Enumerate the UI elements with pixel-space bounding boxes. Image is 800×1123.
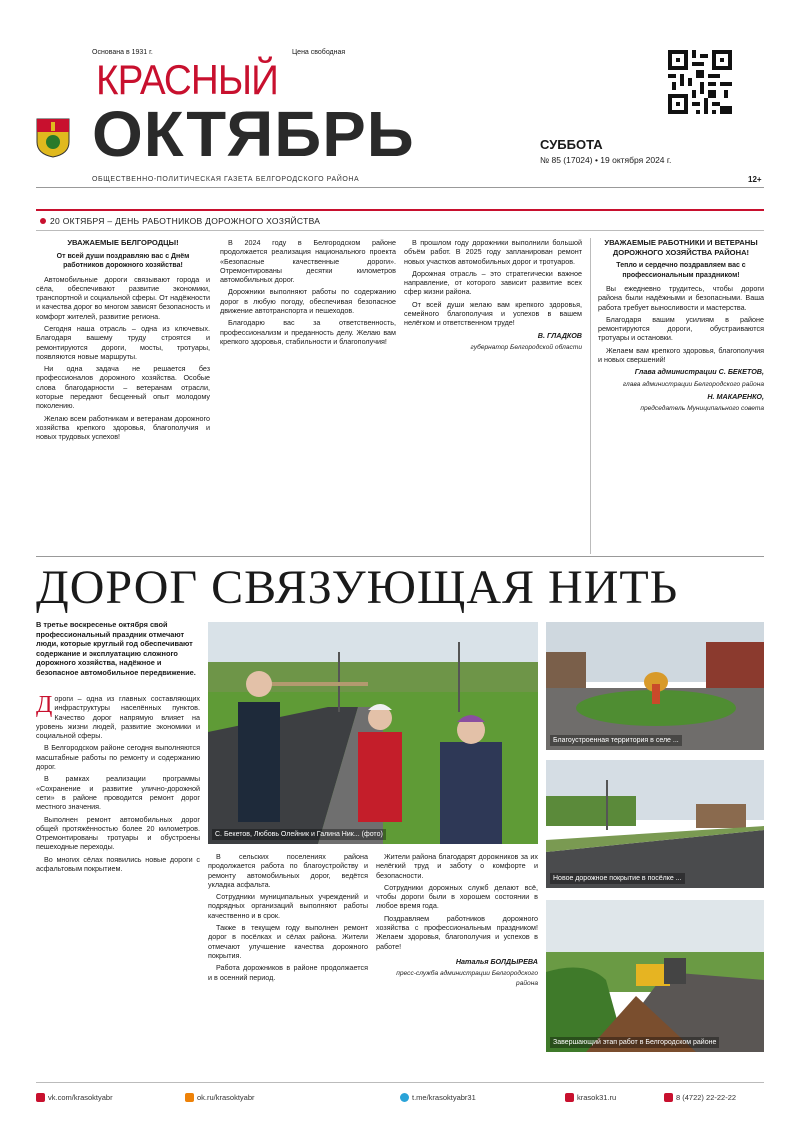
footer-vk-link[interactable]: [36, 1093, 113, 1102]
greeting-right-paragraph: Желаем вам крепкого здоровья, благополучия и новых свершений!: [598, 345, 764, 365]
article-paragraph: Во многих сёлах появились новые дороги с асфальтовым покрытием.: [36, 854, 200, 874]
greeting-right-divider: [590, 238, 591, 554]
rubric: [40, 216, 320, 226]
footer-ok-text: ok.ru/krasoktyabr: [197, 1093, 255, 1102]
photo-1-caption: Благоустроенная территория в селе ...: [550, 735, 682, 746]
coat-of-arms-icon: [36, 118, 70, 158]
rubric-bottom-rule: [36, 230, 764, 231]
footer-phone-link[interactable]: [664, 1093, 736, 1102]
greeting-mid-paragraph: Дорожники выполняют работы по содержанию дорог в любую погоду, обеспечивая безопасное движение автотранспорта и пешеходов.: [220, 287, 396, 316]
article-author-title: пресс-служба администрации Белгородского района: [396, 970, 538, 987]
article-col-3: [376, 852, 538, 991]
article-paragraph: В сельских поселениях района продолжается работа по благоустройству и ремонту автомобильных дорог, ведётся укладка асфальта.: [208, 852, 368, 889]
greeting-mid-paragraph: Благодарю вас за ответственность, профессионализм и преданность делу. Желаю вам крепкого здоровья, стабильности и благополучия!: [220, 318, 396, 346]
photo-3: [546, 900, 764, 1052]
photo-2-caption: Новое дорожное покрытие в посёлке ...: [550, 873, 685, 884]
footer-site-text: krasok31.ru: [577, 1093, 617, 1102]
article-paragraph: Поздравляем работников дорожного хозяйства с профессиональным праздником! Желаем здоровья, благополучия и успехов в работе!: [376, 913, 538, 951]
article-col-1: [36, 694, 200, 876]
article-lead: В третье воскресенье октября свой профессиональный праздник отмечают люди, которые круглый год обеспечивают содержание и эксплуатацию сложного дорожного хозяйства, надёжное и безопасное автомобильное передвижение.: [36, 620, 196, 677]
greeting-mid2: [404, 238, 582, 355]
photo-2: [546, 760, 764, 888]
greeting-right-heading: УВАЖАЕМЫЕ РАБОТНИКИ И ВЕТЕРАНЫ ДОРОЖНОГО ХОЗЯЙСТВА РАЙОНА!: [604, 238, 758, 257]
greeting-left-paragraph: Желаю всем работникам и ветеранам дорожного хозяйства крепкого здоровья, благополучия и новых трудовых успехов!: [36, 413, 210, 442]
greeting-right-paragraph: Благодаря вашим усилиям в районе ремонтируются дороги, обустраиваются тротуары и остановки.: [598, 314, 764, 343]
article-paragraph: Работа дорожников в районе продолжается и в осенний период.: [208, 963, 368, 982]
masthead-title-top: КРАСНЫЙ: [96, 56, 278, 103]
phone-icon: [664, 1093, 673, 1102]
founded-note: Основана в 1931 г.: [92, 49, 153, 56]
greeting-left-paragraph: Автомобильные дороги связывают города и сёла, обеспечивают развитие экономики, транспортной и социальной сферы. От надёжности и качества дорог во многом зависят безопасность и комфорт жителей, развитие региона.: [36, 274, 210, 321]
article-paragraph: ороги – одна из главных составляющих инфраструктуры населённых пунктов. Качество дорог напрямую влияет на уровень жизни людей, развитие экономики и социальной сферы.: [36, 694, 200, 741]
greeting-mid2-signature: В. ГЛАДКОВ: [537, 330, 582, 340]
ok-icon: [185, 1093, 194, 1102]
article-paragraph: Сотрудники муниципальных учреждений и подрядных организаций выполняют работы качественно и в срок.: [208, 892, 368, 920]
issue-number-date: № 85 (17024) • 19 октября 2024 г.: [540, 155, 672, 165]
main-photo: [208, 622, 538, 844]
article-headline: ДОРОГ СВЯЗУЮЩАЯ НИТЬ: [36, 561, 679, 614]
footer-site-link[interactable]: [565, 1093, 616, 1102]
photo-1: [546, 622, 764, 750]
footer-vk-text: vk.com/krasoktyabr: [48, 1093, 113, 1102]
greeting-left: [36, 238, 210, 445]
article-paragraph: Выполнен ремонт автомобильных дорог общей протяжённостью более 20 километров. Отремонтированы тротуары и обустроены пешеходные переходы.: [36, 814, 200, 852]
greeting-left-paragraph: Сегодня наша отрасль – одна из ключевых. Благодаря вашему труду строятся и ремонтируются дороги, мосты, тротуары, появляются новые маршруты.: [36, 323, 210, 361]
greeting-mid-paragraph: В 2024 году в Белгородском районе продолжается реализация национального проекта «Безопасные качественные дороги». Отремонтированы десятки километров автомобильных дорог.: [220, 238, 396, 285]
article-paragraph: Также в текущем году выполнен ремонт дорог в посёлках и сёлах района. Жители отмечают улучшение качества дорожного покрытия.: [208, 923, 368, 960]
rubric-text: 20 ОКТЯБРЯ – ДЕНЬ РАБОТНИКОВ ДОРОЖНОГО ХОЗЯЙСТВА: [50, 216, 321, 226]
greeting-right-paragraph: Вы ежедневно трудитесь, чтобы дороги района были надёжными и безопасными. Ваша работа требует выносливости и мастерства.: [598, 284, 764, 312]
footer-telegram-link[interactable]: [400, 1093, 476, 1102]
footer-rule: [36, 1082, 764, 1083]
rubric-top-rule: [36, 209, 764, 211]
masthead-title-main: ОКТЯБРЬ: [92, 98, 415, 170]
greeting-right-subheading: Тепло и сердечно поздравляем вас с профессиональным праздником!: [616, 262, 746, 279]
greeting-mid2-paragraph: От всей души желаю вам крепкого здоровья, семейного благополучия и успехов в вашем нелёгком и ответственном труде!: [404, 299, 582, 328]
greeting-mid2-paragraph: Дорожная отрасль – это стратегически важное направление, от которого зависит развитие всех сфер жизни района.: [404, 268, 582, 297]
footer-phone-text: 8 (4722) 22-22-22: [676, 1093, 737, 1102]
greeting-right-signature-1: Глава администрации С. БЕКЕТОВ,: [634, 367, 764, 377]
price-note: Цена свободная: [292, 49, 346, 56]
article-author: Наталья БОЛДЫРЕВА: [455, 956, 538, 966]
qr-code-icon: [668, 50, 732, 114]
article-paragraph: Жители района благодарят дорожников за их нелёгкий труд и заботу о комфорте и безопасности.: [376, 852, 538, 880]
greeting-right-signature-1-title: глава администрации Белгородского района: [622, 380, 764, 388]
section-divider: [36, 556, 764, 557]
greeting-mid2-paragraph: В прошлом году дорожники выполнили большой объём работ. В 2025 году запланирован ремонт новых участков автомобильных дорог и тротуаров.: [404, 238, 582, 266]
greeting-right-signature-2-title: председатель Муниципального совета: [640, 405, 764, 413]
age-rating: 12+: [748, 175, 762, 184]
vk-icon: [36, 1093, 45, 1102]
article-paragraph: В рамках реализации программы «Сохранение и развитие улично-дорожной сети» в районе проводится ремонт дорог местного значения.: [36, 774, 200, 812]
greeting-mid: [220, 238, 396, 349]
article-paragraph: В Белгородском районе сегодня выполняются масштабные работы по ремонту и содержанию дорог.: [36, 743, 200, 772]
greeting-right-signature-2: Н. МАКАРЕНКО,: [707, 391, 764, 401]
issue-day: СУББОТА: [540, 137, 603, 152]
footer-telegram-text: t.me/krasoktyabr31: [412, 1093, 476, 1102]
greeting-right: [598, 238, 764, 417]
article-paragraph: Сотрудники дорожных служб делают всё, чтобы дороги были в хорошем состоянии в любое время года.: [376, 882, 538, 911]
globe-icon: [565, 1093, 574, 1102]
article-dropcap: Д: [36, 692, 53, 718]
greeting-left-subheading: От всей души поздравляю вас с Днём работников дорожного хозяйства!: [56, 252, 190, 269]
footer-ok-link[interactable]: [185, 1093, 255, 1102]
greeting-left-heading: УВАЖАЕМЫЕ БЕЛГОРОДЦЫ!: [67, 238, 179, 247]
article-col-2: [208, 852, 368, 985]
rubric-bullet-icon: [40, 218, 46, 224]
greeting-left-paragraph: Ни одна задача не решается без профессионалов дорожного хозяйства. Особые слова благодарности – ветеранам отрасли, которые передают бесценный опыт молодому поколению.: [36, 364, 210, 411]
photo-3-caption: Завершающий этап работ в Белгородском районе: [550, 1037, 719, 1048]
main-photo-caption: С. Бекетов, Любовь Олейник и Галина Ник... (фото): [212, 829, 386, 840]
masthead-subtitle: ОБЩЕСТВЕННО-ПОЛИТИЧЕСКАЯ ГАЗЕТА БЕЛГОРОДСКОГО РАЙОНА: [92, 176, 360, 183]
masthead-divider: [36, 187, 764, 188]
telegram-icon: [400, 1093, 409, 1102]
greeting-mid2-signature-title: губернатор Белгородской области: [470, 343, 582, 351]
